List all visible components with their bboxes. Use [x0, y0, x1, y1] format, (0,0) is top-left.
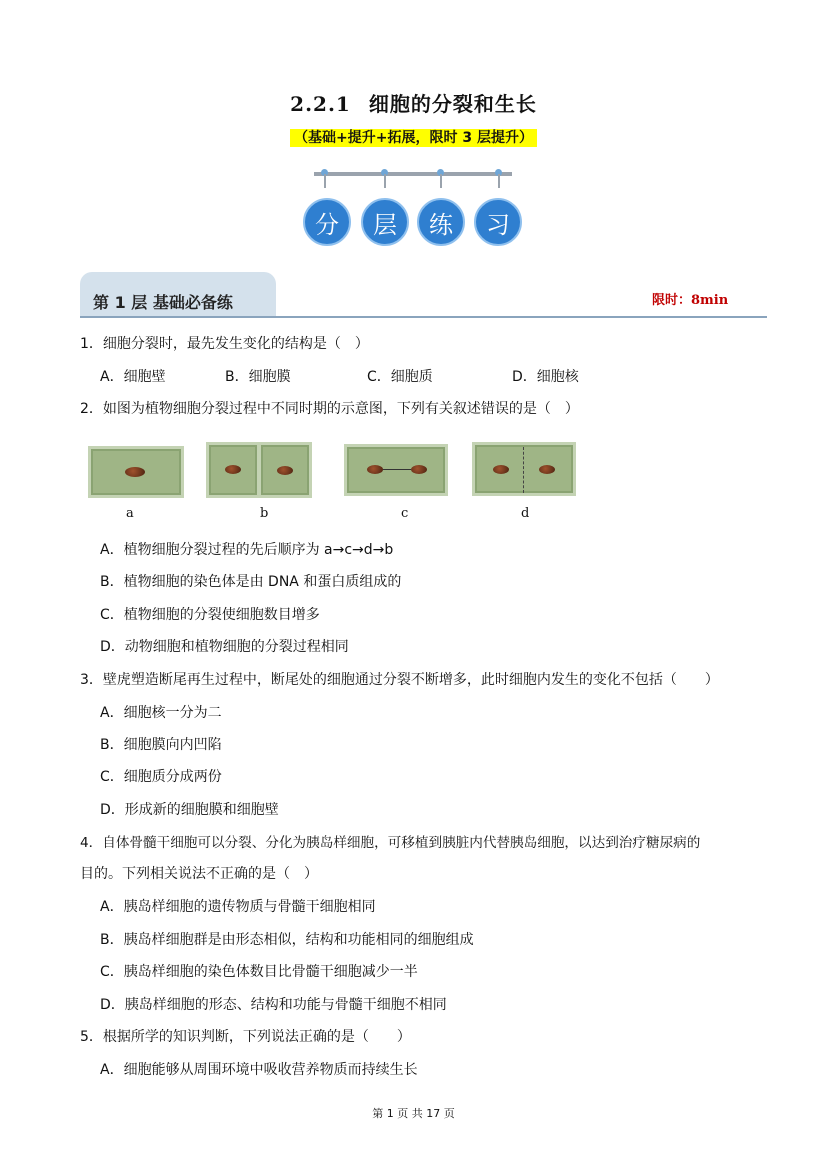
question-1-option-a: A．细胞壁 — [100, 369, 166, 385]
cell-stage-b-left — [206, 442, 260, 498]
cell-division-figure — [86, 438, 586, 528]
question-5-stem: 5．根据所学的知识判断，下列说法正确的是（ ） — [80, 1029, 411, 1045]
time-limit: 限时：8min — [652, 293, 729, 308]
title-number: 2.2.1 — [290, 92, 351, 116]
nucleus — [125, 467, 145, 477]
section-divider — [80, 316, 767, 318]
question-4-stem-line-1: 4．自体骨髓干细胞可以分裂、分化为胰岛样细胞，可移植到胰脏内代替胰岛细胞，以达到治疗糖尿病的 — [80, 835, 701, 851]
title-text: 细胞的分裂和生长 — [368, 92, 537, 116]
question-3-stem: 3．壁虎塑造断尾再生过程中，断尾处的细胞通过分裂不断增多，此时细胞内发生的变化不包括（ ） — [80, 672, 719, 688]
question-1-option-c: C．细胞质 — [367, 369, 433, 385]
section-title: 第 1 层 基础必备练 — [93, 293, 233, 312]
question-3-option-d: D．形成新的细胞膜和细胞壁 — [100, 802, 279, 818]
badge-stem — [324, 174, 326, 188]
question-1-option-b: B．细胞膜 — [225, 369, 291, 385]
question-4-option-d: D．胰岛样细胞的形态、结构和功能与骨髓干细胞不相同 — [100, 997, 447, 1013]
question-2-option-d: D．动物细胞和植物细胞的分裂过程相同 — [100, 639, 349, 655]
figure-label-c: c — [401, 506, 409, 521]
page-title — [0, 88, 827, 117]
question-1-stem: 1．细胞分裂时，最先发生变化的结构是（ ） — [80, 336, 369, 352]
cell-stage-b-right — [258, 442, 312, 498]
badge-ceng: 层 — [361, 198, 409, 246]
question-2-option-c: C．植物细胞的分裂使细胞数目增多 — [100, 607, 320, 623]
spindle-line — [383, 469, 411, 470]
question-3-option-c: C．细胞质分成两份 — [100, 769, 222, 785]
badge-fen: 分 — [303, 198, 351, 246]
question-1-option-d: D．细胞核 — [512, 369, 579, 385]
badge-stem — [498, 174, 500, 188]
question-3-option-a: A．细胞核一分为二 — [100, 705, 222, 721]
nucleus — [277, 466, 293, 475]
badge-xi: 习 — [474, 198, 522, 246]
subtitle — [0, 127, 827, 147]
badge-lian: 练 — [417, 198, 465, 246]
figure-label-b: b — [260, 506, 269, 521]
question-5-option-a: A．细胞能够从周围环境中吸收营养物质而持续生长 — [100, 1062, 418, 1078]
badge-stem — [440, 174, 442, 188]
question-2-stem: 2．如图为植物细胞分裂过程中不同时期的示意图，下列有关叙述错误的是（ ） — [80, 401, 579, 417]
subtitle-text: （基础+提升+拓展，限时 3 层提升） — [290, 129, 537, 147]
cell-stage-c — [344, 444, 448, 496]
nucleus — [367, 465, 383, 474]
question-4-stem-line-2: 目的。下列相关说法不正确的是（ ） — [80, 866, 318, 882]
nucleus — [539, 465, 555, 474]
layered-practice-badges — [300, 168, 530, 248]
question-4-option-c: C．胰岛样细胞的染色体数目比骨髓干细胞减少一半 — [100, 964, 418, 980]
question-4-option-a: A．胰岛样细胞的遗传物质与骨髓干细胞相同 — [100, 899, 376, 915]
badge-stem — [384, 174, 386, 188]
cell-plate — [523, 447, 524, 493]
question-4-option-b: B．胰岛样细胞群是由形态相似，结构和功能相同的细胞组成 — [100, 932, 474, 948]
figure-label-a: a — [126, 506, 134, 521]
question-2-option-b: B．植物细胞的染色体是由 DNA 和蛋白质组成的 — [100, 574, 402, 590]
page-footer: 第 1 页 共 17 页 — [372, 1107, 455, 1120]
nucleus — [411, 465, 427, 474]
figure-label-d: d — [521, 506, 530, 521]
cell-stage-a — [88, 446, 184, 498]
question-3-option-b: B．细胞膜向内凹陷 — [100, 737, 222, 753]
badge-bar — [314, 172, 512, 176]
question-2-option-a: A．植物细胞分裂过程的先后顺序为 a→c→d→b — [100, 542, 394, 558]
nucleus — [493, 465, 509, 474]
cell-stage-d — [472, 442, 576, 496]
nucleus — [225, 465, 241, 474]
